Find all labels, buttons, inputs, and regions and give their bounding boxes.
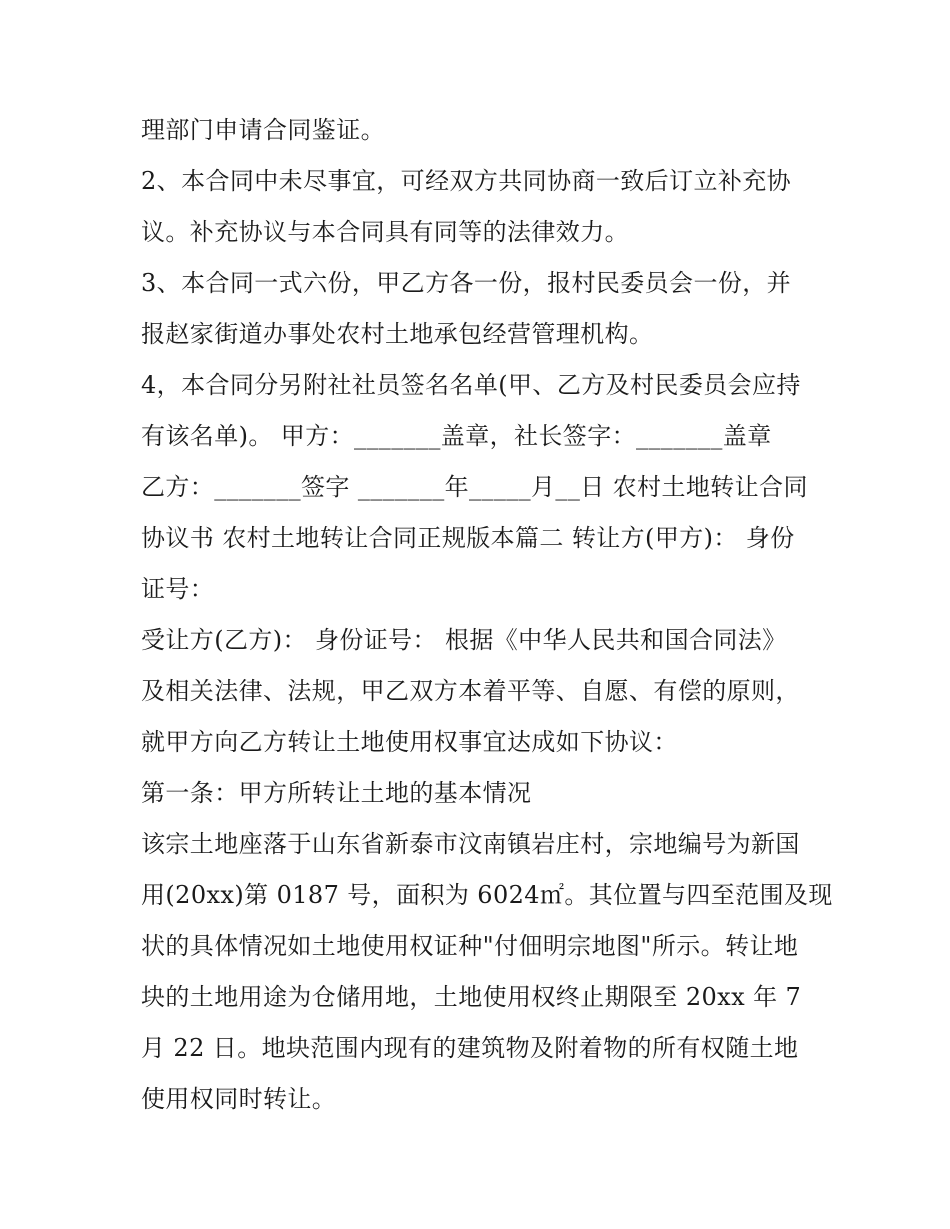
text-line: 有该名单)。 甲方：_______盖章，社长签字：_______盖章	[141, 422, 772, 450]
text-line: 块的土地用途为仓储用地，土地使用权终止期限至 20xx 年 7	[141, 983, 802, 1011]
text-line: 理部门申请合同鉴证。	[141, 116, 385, 144]
text-line: 报赵家街道办事处农村土地承包经营管理机构。	[141, 320, 654, 348]
text-line: 乙方：_______签字 _______年_____月__日 农村土地转让合同	[141, 473, 808, 501]
contract-text	[141, 105, 833, 1125]
text-line: 第一条：甲方所转让土地的基本情况	[141, 779, 532, 807]
text-line: 月 22 日。地块范围内现有的建筑物及附着物的所有权随土地	[141, 1034, 799, 1062]
text-line: 3、本合同一式六份，甲乙方各一份，报村民委员会一份，并	[141, 269, 792, 297]
text-line: 议。补充协议与本合同具有同等的法律效力。	[141, 218, 629, 246]
text-line: 2、本合同中未尽事宜，可经双方共同协商一致后订立补充协	[141, 167, 792, 195]
text-line: 协议书 农村土地转让合同正规版本篇二 转让方(甲方)： 身份	[141, 524, 795, 552]
text-line: 使用权同时转让。	[141, 1085, 337, 1113]
text-line: 证号：	[141, 575, 215, 603]
text-line: 就甲方向乙方转让土地使用权事宜达成如下协议：	[141, 728, 678, 756]
text-line: 用(20xx)第 0187 号，面积为 6024㎡。其位置与四至范围及现	[141, 881, 833, 909]
text-line: 状的具体情况如土地使用权证种"付佃明宗地图"所示。转让地	[141, 932, 799, 960]
text-line: 受让方(乙方)： 身份证号： 根据《中华人民共和国合同法》	[141, 626, 787, 654]
text-line: 及相关法律、法规，甲乙双方本着平等、自愿、有偿的原则，	[141, 677, 800, 705]
text-line: 该宗土地座落于山东省新泰市汶南镇岩庄村，宗地编号为新国	[141, 830, 800, 858]
text-line: 4，本合同分另附社社员签名名单(甲、乙方及村民委员会应持	[141, 371, 801, 399]
